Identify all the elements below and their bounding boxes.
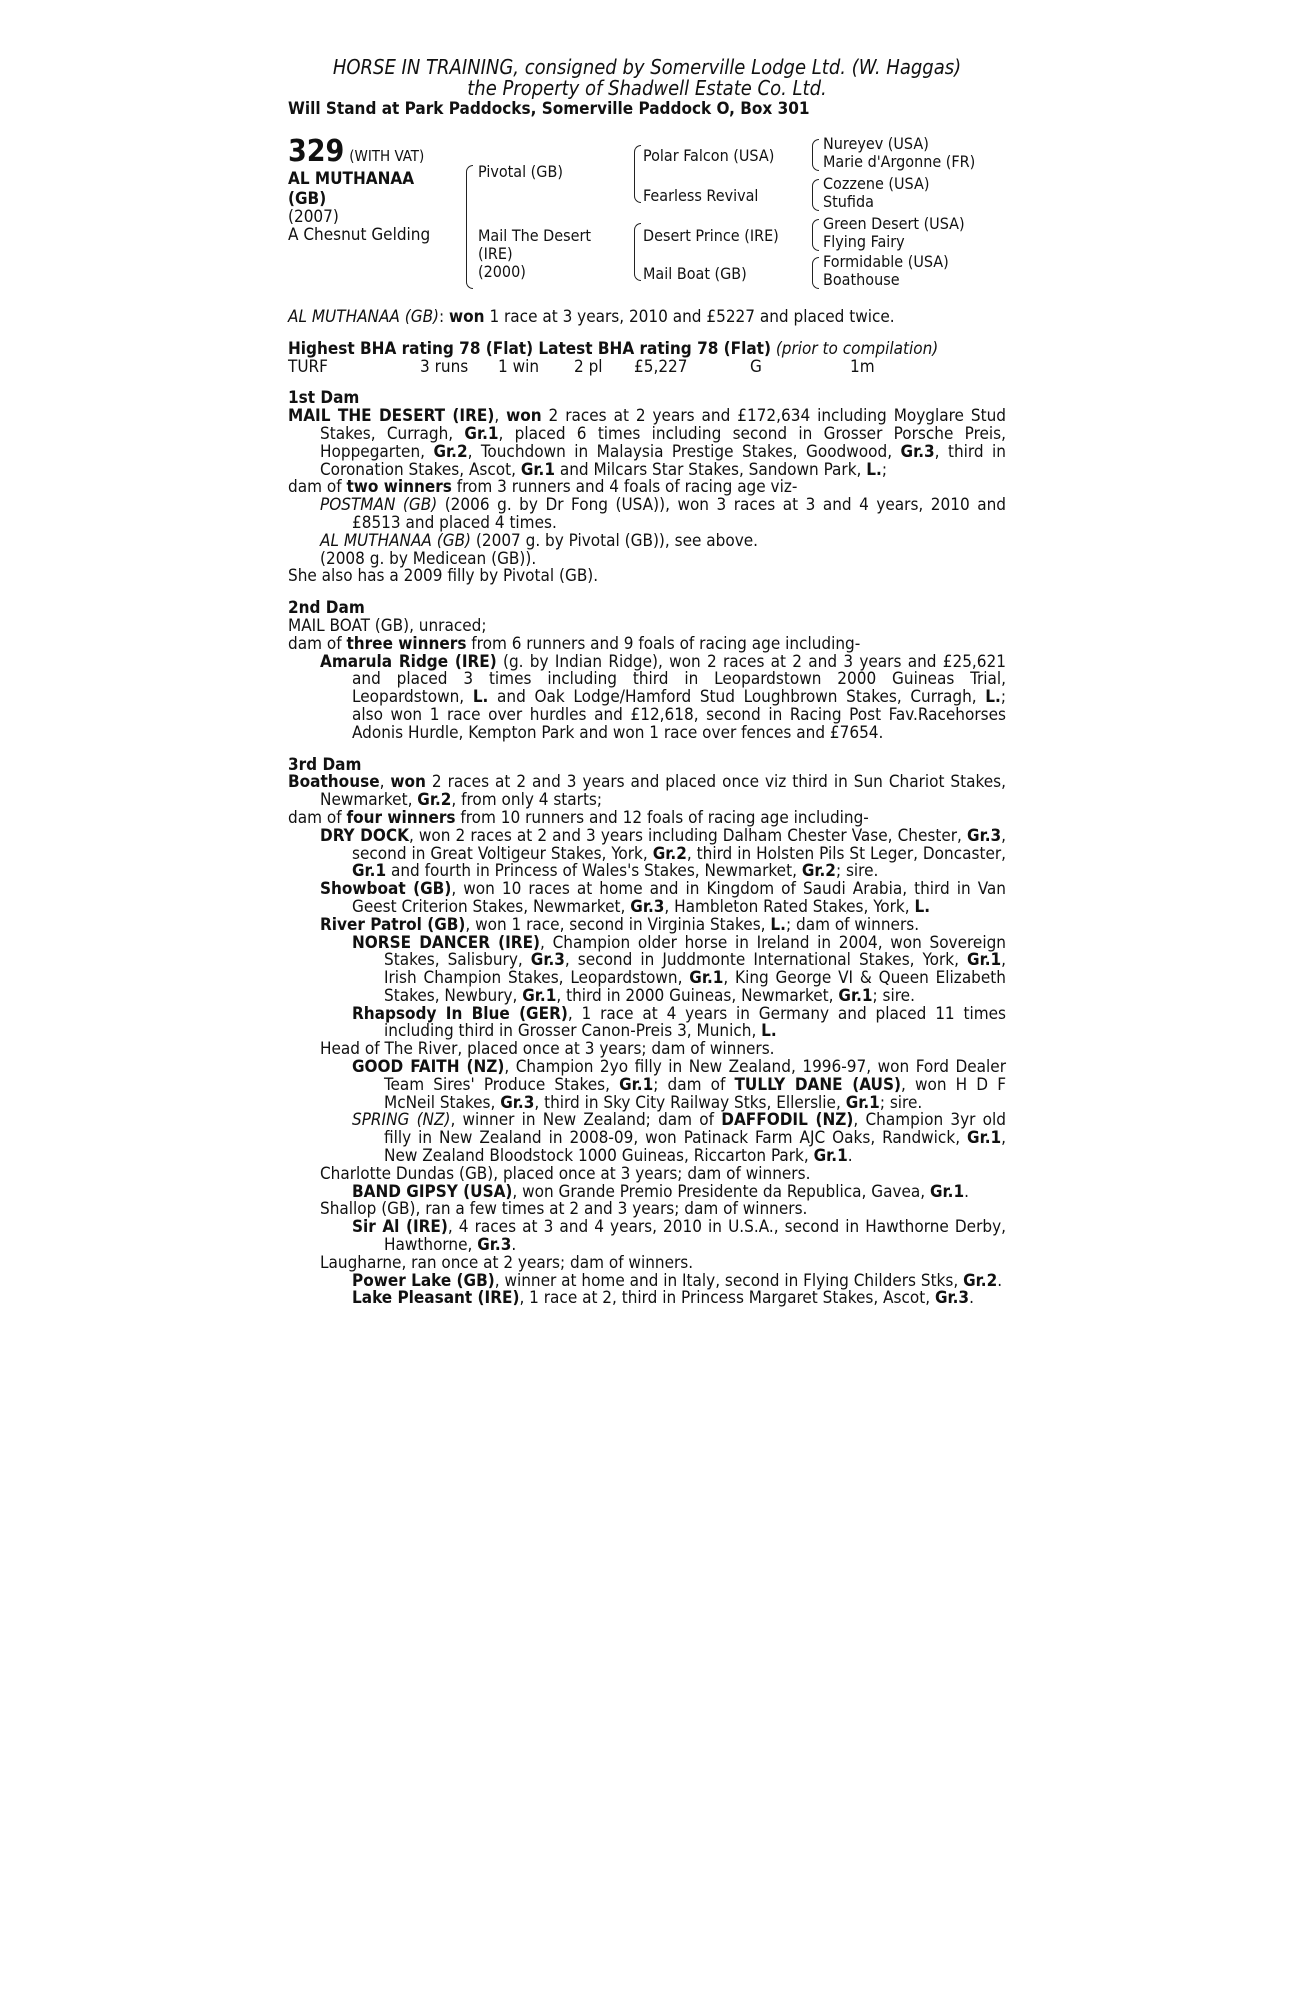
text-run: , Hambleton Rated Stakes, York, (664, 896, 915, 917)
rating-block (288, 338, 1006, 377)
text-run: , won Grande Premio Presidente da Republica, Gavea, (512, 1181, 930, 1202)
turf-label: TURF (288, 356, 328, 377)
text-run: . (997, 1270, 1003, 1291)
lot-number: 329 (288, 134, 345, 169)
bold-text: Gr.1 (929, 1181, 965, 1202)
bold-text: Gr.3 (500, 1092, 535, 1113)
text-run: , won 1 race, second in Virginia Stakes, (465, 914, 771, 935)
bold-text: won (390, 772, 426, 793)
sd-brace (812, 179, 819, 211)
bold-text: Gr.3 (967, 825, 1002, 846)
dd-brace (812, 257, 819, 289)
turf-wins: 1 win (498, 356, 540, 377)
turf-going: G (750, 356, 762, 377)
bold-text: River Patrol (GB) (320, 914, 466, 935)
italic-text: AL MUTHANAA (GB) (320, 530, 472, 551)
text-run: from 10 runners and 12 foals of racing age including- (455, 807, 869, 828)
pedigree-brace (466, 165, 473, 289)
sd-sire: Cozzene (USA) (823, 174, 930, 193)
text-run: She also has a 2009 filly by Pivotal (GB). (288, 566, 599, 587)
text-run: ; sire. (835, 861, 879, 882)
bold-text: Amarula Ridge (IRE) (320, 651, 497, 672)
italic-text: POSTMAN (GB) (320, 495, 438, 516)
dd-dam: Boathouse (823, 270, 900, 289)
text-run: , winner in New Zealand; dam of (450, 1110, 722, 1131)
bold-text: TULLY DANE (AUS) (734, 1074, 901, 1095)
vat-label: (WITH VAT) (349, 147, 425, 165)
bold-text: BAND GIPSY (USA) (352, 1181, 513, 1202)
bold-text: L. (866, 459, 882, 480)
text-run: , (379, 772, 391, 793)
text-run: (g. by Indian Ridge), won 2 races at 2 and 3 years and £25,621 and placed 3 times including third in Leopardstown 2000 Guineas Trial, Leopardstown, (352, 651, 1006, 708)
bold-text: DRY DOCK (320, 825, 409, 846)
bold-text: three winners (346, 633, 467, 654)
text-run: , (494, 406, 507, 427)
text-run: ; sire. (872, 985, 915, 1006)
catalogue-page (288, 57, 1006, 1308)
dam-sire: Desert Prince (IRE) (643, 226, 779, 245)
bold-text: Lake Pleasant (IRE) (352, 1288, 520, 1309)
foaling-year: (2007) (288, 207, 339, 227)
bold-text: NORSE DANCER (IRE) (352, 932, 541, 953)
bha-rating: Highest BHA rating 78 (Flat) Latest BHA rating 78 (Flat) (288, 338, 771, 359)
dam-paragraph (288, 774, 1006, 810)
text-run: , Irish Champion Stakes, Leopardstown, (384, 950, 1006, 989)
third-dam-section (288, 754, 1007, 1309)
bold-text: Gr.3 (477, 1235, 512, 1256)
bold-text: four winners (346, 807, 456, 828)
bold-text: Gr.2 (417, 790, 452, 811)
text-run: , third in Sky City Railway Stks, Ellerslie, (534, 1092, 846, 1113)
bold-text: two winners (346, 477, 452, 498)
horse-description: A Chesnut Gelding (288, 224, 431, 245)
text-run: Shallop (GB), ran a few times at 2 and 3 years; dam of winners. (320, 1199, 808, 1220)
dam-line-3: (2000) (478, 262, 526, 281)
text-run: Laugharne, ran once at 2 years; dam of winners. (320, 1252, 694, 1273)
sire-sire: Polar Falcon (USA) (643, 146, 775, 165)
first-dam-section (288, 390, 1006, 586)
text-run: , won 2 races at 2 and 3 years including Dalham Chester Vase, Chester, (408, 825, 968, 846)
text-run: ; dam of (653, 1074, 735, 1095)
dam-line-2: (IRE) (478, 244, 513, 263)
dam-dam: Mail Boat (GB) (643, 264, 747, 283)
horse-name: AL MUTHANAA (288, 169, 415, 189)
text-run: , from only 4 starts; (451, 790, 603, 811)
text-run: from 3 runners and 4 foals of racing age viz- (451, 477, 798, 498)
bold-text: Gr.1 (619, 1074, 654, 1095)
second-dam-section (288, 600, 1006, 742)
bold-text: Boathouse (288, 772, 380, 793)
bold-text: won (506, 406, 542, 427)
text-run: ; sire. (879, 1092, 923, 1113)
property-line: the Property of Shadwell Estate Co. Ltd. (467, 76, 827, 100)
bold-text: Gr.2 (652, 843, 687, 864)
bold-text: Gr.2 (801, 861, 836, 882)
horse-country: (GB) (288, 189, 327, 209)
bold-text: Gr.1 (522, 985, 557, 1006)
produce-entry (288, 881, 1006, 917)
sire-brace (634, 145, 641, 203)
ss-dam: Marie d'Argonne (FR) (823, 152, 976, 171)
text-run: , King George VI & Queen Elizabeth Stakes, Newbury, (384, 968, 1006, 1006)
produce-entry (288, 651, 1007, 743)
text-run: , 1 race at 4 years in Germany and placed 11 times including third in Grosser Canon-Preis 3, Munich, (384, 1003, 1006, 1042)
ss-sire: Nureyev (USA) (823, 134, 929, 153)
summary-rest: 1 race at 3 years, 2010 and £5227 and placed twice. (489, 307, 895, 327)
text-run: , second in Great Voltigeur Stakes, York, (352, 825, 1006, 864)
summary-colon: : (439, 307, 445, 327)
bold-text: Gr.1 (464, 423, 499, 444)
text-run: , winner at home and in Italy, second in Flying Childers Stks, (494, 1270, 964, 1291)
text-run: Head of The River, placed once at 3 years; dam of winners. (320, 1039, 775, 1060)
text-run: , third in Coronation Stakes, Ascot, (320, 441, 1006, 480)
bold-text: GOOD FAITH (NZ) (352, 1057, 505, 1078)
text-run: (2007 g. by Pivotal (GB)), see above. (471, 530, 759, 551)
first-dam-heading: 1st Dam (288, 388, 360, 409)
dd-sire: Formidable (USA) (823, 252, 949, 271)
bold-text: Gr.2 (433, 441, 468, 462)
pedigree-table (288, 135, 1006, 295)
text-run: , 1 race at 2, third in Princess Margaret Stakes, Ascot, (519, 1288, 935, 1309)
bold-text: Gr.1 (838, 985, 873, 1006)
bold-text: L. (770, 914, 786, 935)
text-run: and Oak Lodge/Hamford Stud Loughbrown Stakes, Curragh, (488, 687, 986, 708)
ds-sire: Green Desert (USA) (823, 214, 965, 233)
bold-text: L. (761, 1021, 777, 1042)
text-run: , placed 6 times including second in Grosser Porsche Preis, Hoppegarten, (320, 423, 1006, 462)
bold-text: Power Lake (GB) (352, 1270, 495, 1291)
text-run: , Champion older horse in Ireland in 2004, won Sovereign Stakes, Salisbury, (384, 932, 1006, 971)
text-run: dam of (288, 807, 347, 828)
bold-text: Gr.1 (520, 459, 555, 480)
produce-entry (288, 825, 1007, 882)
ss-brace (812, 139, 819, 171)
text-run: (2006 g. by Dr Fong (USA)), won 3 races at 3 and 4 years, 2010 and £8513 and placed 4 times. (352, 495, 1006, 533)
text-run: , third in 2000 Guineas, Newmarket, (556, 985, 839, 1006)
text-run: (2008 g. by Medicean (GB)). (320, 548, 537, 569)
ds-brace (812, 219, 819, 251)
text-run: from 6 runners and 9 foals of racing age including- (466, 633, 861, 654)
bold-text: Showboat (GB) (320, 879, 452, 900)
text-run: ; dam of winners. (785, 914, 920, 935)
dam-brace (634, 223, 641, 281)
bold-text: L. (985, 687, 1001, 708)
text-run: dam of (288, 477, 347, 498)
bold-text: Gr.1 (845, 1092, 880, 1113)
third-dam-heading: 3rd Dam (288, 754, 362, 775)
text-run: , 4 races at 3 and 4 years, 2010 in U.S.A., second in Hawthorne Derby, Hawthorne, (384, 1217, 1006, 1256)
produce-entry (288, 497, 1006, 533)
race-summary (288, 309, 1006, 327)
location-line: Will Stand at Park Paddocks, Somerville Paddock O, Box 301 (288, 99, 810, 119)
bold-text: Gr.1 (689, 968, 724, 989)
text-run: MAIL BOAT (GB), unraced; (288, 615, 487, 636)
bold-text: Sir Al (IRE) (352, 1217, 448, 1238)
text-run: , third in Holsten Pils St Leger, Doncaster, (686, 843, 1007, 864)
turf-placed: 2 pl (574, 356, 603, 377)
bold-text: Gr.1 (967, 1128, 1002, 1149)
turf-runs: 3 runs (420, 356, 469, 377)
text-run: ; also won 1 race over hurdles and £12,618, second in Racing Post Fav.Racehorses Adonis Hurdle, Kempton Park and won 1 race over fences and £7654. (352, 687, 1007, 743)
text-run: and fourth in Princess of Wales's Stakes, Newmarket, (386, 861, 802, 882)
text-run: , New Zealand Bloodstock 1000 Guineas, Riccarton Park, (384, 1128, 1006, 1167)
text-run: , won H D F McNeil Stakes, (384, 1074, 1006, 1113)
bold-text: Rhapsody In Blue (GER) (352, 1003, 568, 1024)
text-run: . (969, 1288, 974, 1309)
bold-text: MAIL THE DESERT (IRE) (288, 406, 495, 427)
text-run: . (964, 1181, 969, 1202)
dam-paragraph (288, 408, 1006, 479)
sd-dam: Stufida (823, 192, 874, 211)
text-run: ; (881, 459, 887, 480)
dam-line-1: Mail The Desert (478, 226, 592, 245)
bold-text: Gr.3 (630, 896, 665, 917)
bold-text: Gr.3 (934, 1288, 970, 1309)
text-run: dam of (288, 633, 347, 654)
text-run: , won 10 races at home and in Kingdom of Saudi Arabia, third in Van Geest Criterion Stakes, Newmarket, (352, 879, 1006, 917)
grand-produce-entry (288, 1003, 1006, 1042)
italic-text: SPRING (NZ) (352, 1110, 451, 1131)
ds-dam: Flying Fairy (823, 232, 905, 251)
text-run: and Milcars Star Stakes, Sandown Park, (554, 459, 867, 480)
text-run: 2 races at 2 years and £172,634 including Moyglare Stud Stakes, Curragh, (320, 406, 1006, 444)
text-run: Charlotte Dundas (GB), placed once at 3 years; dam of winners. (320, 1163, 811, 1184)
grand-produce-entry (288, 932, 1006, 1006)
rating-note: (prior to compilation) (775, 338, 939, 359)
text-run: . (511, 1235, 517, 1256)
second-dam-heading: 2nd Dam (288, 598, 365, 619)
bold-text: Gr.2 (963, 1270, 998, 1291)
text-run: , second in Juddmonte International Stakes, York, (564, 950, 968, 971)
consignor-line: HORSE IN TRAINING, consigned by Somerville Lodge Ltd. (W. Haggas) (332, 55, 962, 79)
text-run: , Champion 2yo filly in New Zealand, 1996-97, won Ford Dealer Team Sires' Produce Stakes, (384, 1057, 1006, 1095)
grand-produce-entry (288, 1219, 1006, 1255)
bold-text: Gr.1 (967, 950, 1002, 971)
bold-text: DAFFODIL (NZ) (721, 1110, 854, 1131)
text-run: , Champion 3yr old filly in New Zealand in 2008-09, won Patinack Farm AJC Oaks, Randwick, (384, 1110, 1006, 1149)
bold-text: L. (914, 896, 931, 917)
bold-text: Gr.1 (813, 1146, 848, 1167)
text-run: . (847, 1146, 853, 1167)
sire-dam: Fearless Revival (643, 186, 759, 205)
text-run: 2 races at 2 and 3 years and placed once viz third in Sun Chariot Stakes, Newmarket, (320, 772, 1006, 811)
summary-won: won (449, 307, 485, 327)
grand-produce-entry (288, 1112, 1006, 1165)
turf-earnings: £5,227 (634, 356, 688, 377)
bold-text: Gr.3 (900, 441, 935, 462)
bold-text: L. (472, 687, 489, 708)
text-run: , Touchdown in Malaysia Prestige Stakes, Goodwood, (467, 441, 901, 462)
grand-produce-entry (288, 1059, 1006, 1112)
produce-note (288, 568, 1006, 586)
turf-record (288, 356, 1006, 377)
lot-block (288, 135, 453, 245)
bold-text: Gr.1 (352, 861, 387, 882)
summary-name: AL MUTHANAA (GB) (288, 307, 440, 327)
grand-produce-entry (288, 1290, 1006, 1308)
sire: Pivotal (GB) (478, 162, 563, 181)
bold-text: Gr.3 (530, 950, 565, 971)
turf-distance: 1m (850, 356, 875, 377)
